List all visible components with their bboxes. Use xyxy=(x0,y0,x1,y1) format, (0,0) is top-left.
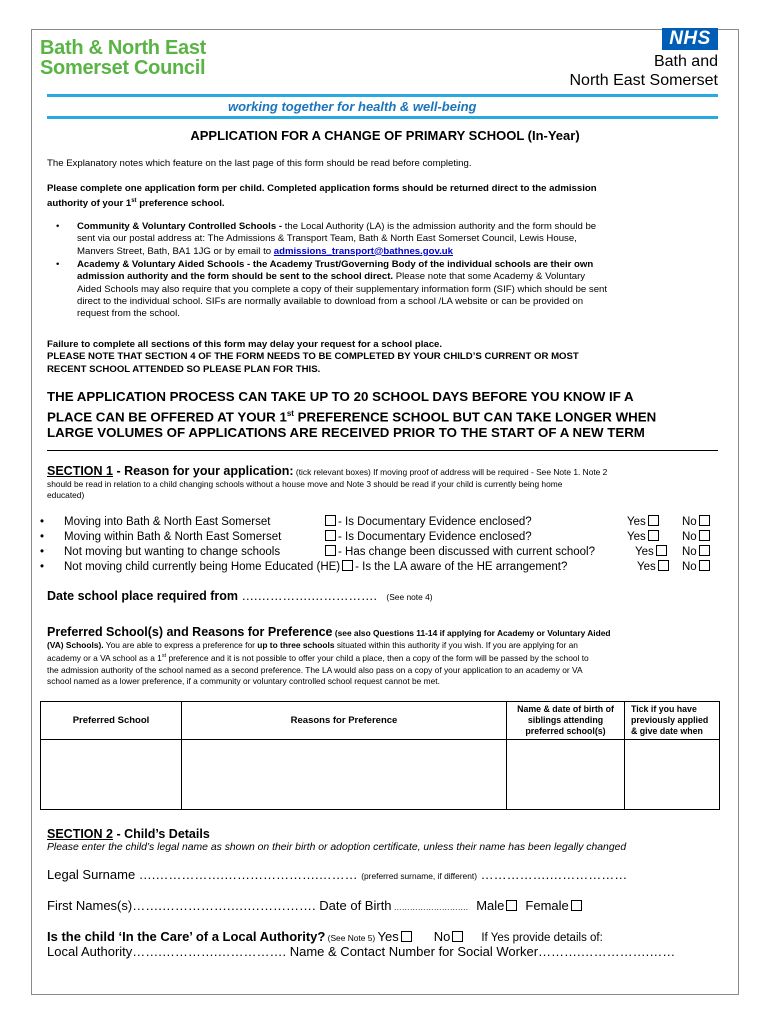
previously-applied-cell[interactable] xyxy=(625,740,720,810)
explanatory-notes: The Explanatory notes which feature on the last page of this form should be read before completing. xyxy=(47,158,472,169)
first-names-row: First Names(s)…….…………….….……………. Date of Birth ………………………. Male Female xyxy=(47,898,584,913)
legal-surname-field[interactable]: ….…………….………………….……… xyxy=(135,867,362,882)
yes-checkbox[interactable] xyxy=(656,545,667,556)
reason-list xyxy=(40,515,730,575)
tagline: working together for health & well-being xyxy=(228,99,477,114)
header-siblings: Name & date of birth of siblings attending preferred school(s) xyxy=(507,702,625,740)
preferred-school-cell[interactable] xyxy=(41,740,182,810)
reasons-cell[interactable] xyxy=(182,740,507,810)
preferred-schools-table xyxy=(40,701,720,810)
social-worker-field[interactable]: ……….…………….…… xyxy=(538,944,676,959)
warning-text: Failure to complete all sections of this form may delay your request for a school place. PLEASE NOTE THAT SECTION 4 OF THE FORM NEEDS TO BE COMPLETED BY YOUR CHILD’S CURRENT OR MOST RECENT SCHOOL ATTENDED SO PLEASE PLAN FOR THIS. xyxy=(47,339,579,375)
section2-heading: SECTION 2 - Child’s Details xyxy=(47,827,210,841)
reason-row: • Moving within Bath & North East Somerset - Is Documentary Evidence enclosed? Yes No xyxy=(40,530,730,545)
header-preferred-school: Preferred School xyxy=(41,702,182,740)
process-statement: THE APPLICATION PROCESS CAN TAKE UP TO 20 SCHOOL DAYS BEFORE YOU KNOW IF A PLACE CAN BE OFFERED AT YOUR 1st PREFERENCE SCHOOL BUT CAN TAKE LONGER WHEN LARGE VOLUMES OF APPLICATIONS ARE RECEIVED PRIOR TO THE START OF A NEW TERM xyxy=(47,389,657,441)
section1-heading: SECTION 1 - Reason for your application: (tick relevant boxes) If moving proof of address will be required - See Note 1. Note 2 should be read in relation to a child changing schools without a house move and Note 3 should be read if your child is currently being home educated) xyxy=(47,464,608,501)
siblings-cell[interactable] xyxy=(507,740,625,810)
admissions-email-link[interactable]: admissions_transport@bathnes.gov.uk xyxy=(273,245,454,257)
nhs-org-name: Bath and North East Somerset xyxy=(569,53,718,89)
council-name-line2: Somerset Council xyxy=(40,57,206,79)
no-checkbox[interactable] xyxy=(699,545,710,556)
council-name-line1: Bath & North East xyxy=(40,37,207,59)
date-required-row: Date school place required from ….………….……………. (See note 4) xyxy=(47,589,433,603)
header-rule-top xyxy=(47,94,718,97)
local-authority-row: Local Authority…….………….……………. Name & Contact Number for Social Worker……….…………….…… xyxy=(47,944,676,959)
dob-field[interactable]: ………………………. xyxy=(391,903,471,912)
council-logo xyxy=(40,38,206,78)
no-checkbox[interactable] xyxy=(699,515,710,526)
date-required-field[interactable]: ….………….……………. xyxy=(238,589,377,603)
complete-instructions: Please complete one application form per child. Completed application forms should be returned direct to the admission authority of your 1st preference school. xyxy=(47,183,597,210)
reason-checkbox[interactable] xyxy=(325,530,336,541)
form-title: APPLICATION FOR A CHANGE OF PRIMARY SCHOOL (In-Year) xyxy=(190,128,580,143)
reason-row: • Moving into Bath & North East Somerset - Is Documentary Evidence enclosed? Yes No xyxy=(40,515,730,530)
no-checkbox[interactable] xyxy=(699,560,710,571)
male-checkbox[interactable] xyxy=(506,900,517,911)
reason-row: • Not moving child currently being Home Educated (HE) - Is the LA aware of the HE arrangement? Yes No xyxy=(40,560,730,575)
legal-surname-row: Legal Surname ….…………….………………….……… (preferred surname, if different) …………….……………… xyxy=(47,867,628,882)
divider-line xyxy=(47,450,718,451)
first-names-field[interactable]: …….…………….….……………. xyxy=(132,898,320,913)
section2-instruction: Please enter the child’s legal name as shown on their birth or adoption certificate, unless their name has been legally changed xyxy=(47,842,627,853)
care-question-row: Is the child ‘In the Care’ of a Local Authority? (See Note 5) Yes No If Yes provide details of: xyxy=(47,929,603,944)
reason-checkbox[interactable] xyxy=(342,560,353,571)
no-checkbox[interactable] xyxy=(699,530,710,541)
local-authority-field[interactable]: …….………….……………. xyxy=(132,944,290,959)
female-checkbox[interactable] xyxy=(571,900,582,911)
preferred-schools-text: Preferred School(s) and Reasons for Preference (see also Questions 11-14 if applying for Academy or Voluntary Aided (VA) Schools). You are able to express a preference for up to three schools situated within this authority if you wish. If you are applying for an academy or a VA school as a 1st preference and it is not possible to offer your child a place, then a copy of the form will be passed by the school to the admission authority of the school named as a second preference. The LA would also pass on a copy of your application to an academy or VA school named as a lower preference, if a community or voluntary controlled school request cannot be met. xyxy=(47,625,611,687)
reason-checkbox[interactable] xyxy=(325,515,336,526)
table-row xyxy=(41,740,720,810)
header-reasons: Reasons for Preference xyxy=(182,702,507,740)
preferred-surname-field[interactable]: …………….……………… xyxy=(476,867,628,882)
care-no-checkbox[interactable] xyxy=(452,931,463,942)
reason-checkbox[interactable] xyxy=(325,545,336,556)
reason-row: • Not moving but wanting to change schools - Has change been discussed with current school? Yes No xyxy=(40,545,730,560)
yes-checkbox[interactable] xyxy=(648,530,659,541)
yes-checkbox[interactable] xyxy=(658,560,669,571)
nhs-logo: NHS xyxy=(662,28,718,50)
header-rule-bottom xyxy=(47,116,718,119)
yes-checkbox[interactable] xyxy=(648,515,659,526)
table-header-row xyxy=(41,702,720,740)
header-previously-applied: Tick if you have previously applied & give date when xyxy=(625,702,720,740)
care-yes-checkbox[interactable] xyxy=(401,931,412,942)
